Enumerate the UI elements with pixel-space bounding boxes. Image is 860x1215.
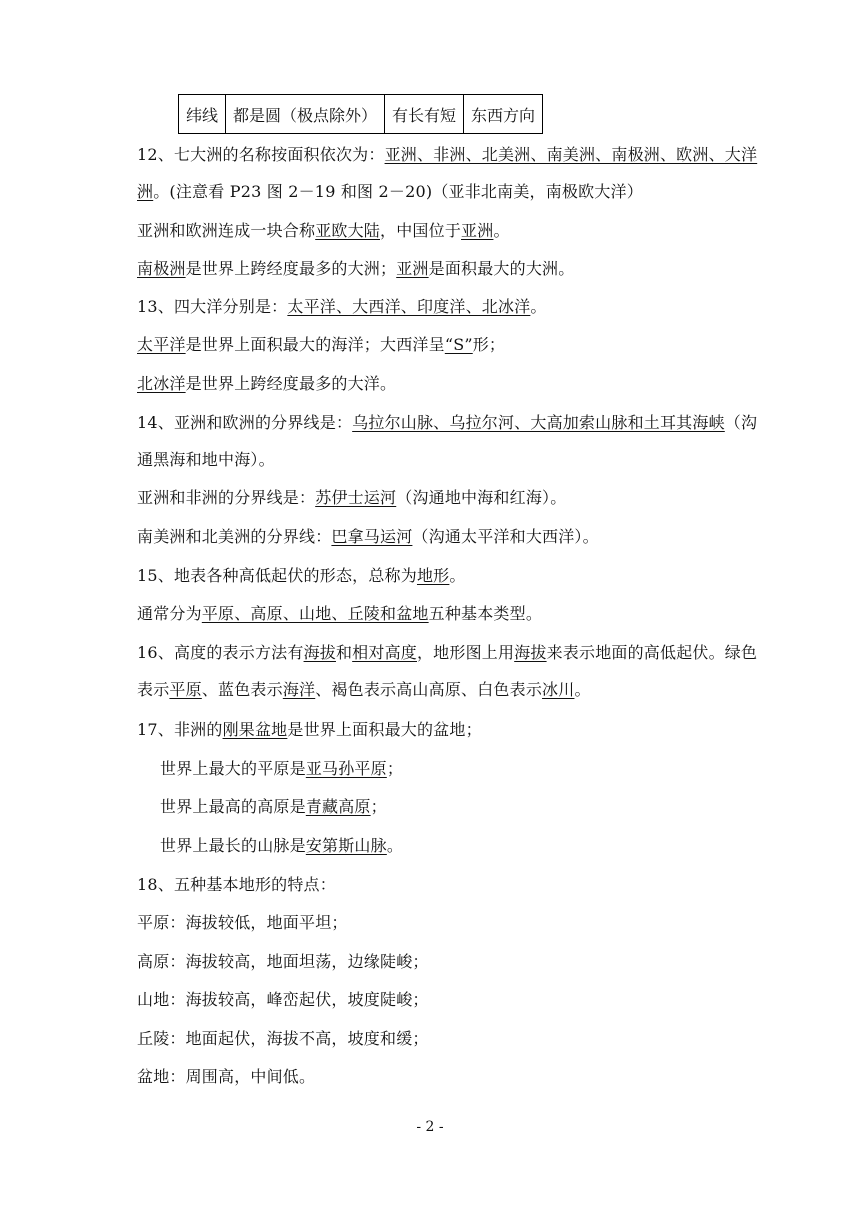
underlined-answer: 亚洲 <box>396 259 429 278</box>
text-line <box>160 836 403 856</box>
text-segment: 亚洲和欧洲连成一块合称 <box>137 221 316 240</box>
text-segment: 。 <box>449 566 466 585</box>
text-segment: 18、五种基本地形的特点： <box>137 875 336 894</box>
text-line <box>137 566 466 586</box>
table-row <box>179 95 543 134</box>
text-segment: 南美洲和北美洲的分界线： <box>137 527 332 546</box>
underlined-answer: 巴拿马运河 <box>331 527 413 546</box>
text-segment: 13、四大洋分别是： <box>137 297 288 316</box>
underlined-answer: 安第斯山脉 <box>305 836 387 855</box>
underlined-answer: 乌拉尔山脉、乌拉尔河、大高加索山脉和土耳其海峡 <box>352 413 725 432</box>
latitude-table <box>178 94 543 134</box>
text-segment: 和 <box>335 643 353 662</box>
text-segment: 。(注意看 P23 图 2－19 和图 2－20)（亚非北南美，南极欧大洋） <box>153 182 643 201</box>
underlined-answer: 平原、高原、山地、丘陵和盆地 <box>201 604 429 623</box>
text-line <box>137 952 429 972</box>
text-line <box>137 1029 429 1049</box>
text-line <box>137 488 566 508</box>
text-line <box>137 450 275 470</box>
text-segment: 。 <box>386 836 404 855</box>
underlined-answer: 海拔 <box>514 643 547 662</box>
text-segment: 平原：海拔较低，地面平坦； <box>137 913 348 932</box>
text-line <box>137 604 542 624</box>
text-segment: 是世界上面积最大的海洋；大西洋呈 <box>185 335 445 354</box>
text-segment: 山地：海拔较高，峰峦起伏，坡度陡峻； <box>137 990 429 1009</box>
text-line <box>160 797 387 817</box>
underlined-answer: “S” <box>444 335 473 354</box>
underlined-answer: 刚果盆地 <box>222 720 288 739</box>
underlined-answer: 洲 <box>137 182 154 201</box>
text-line <box>137 182 643 202</box>
text-segment: ； <box>386 759 404 778</box>
text-segment: 14、亚洲和欧洲的分界线是： <box>137 413 353 432</box>
text-segment: 通常分为 <box>137 604 202 623</box>
underlined-answer: 太平洋、大西洋、印度洋、北冰洋 <box>287 297 531 316</box>
text-line <box>137 875 336 895</box>
text-segment: 是世界上面积最大的盆地； <box>287 720 482 739</box>
text-segment: 丘陵：地面起伏，海拔不高，坡度和缓； <box>137 1029 429 1048</box>
text-line <box>137 374 396 394</box>
text-segment: 15、地表各种高低起伏的形态，总称为 <box>137 566 417 585</box>
underlined-answer: 平原 <box>169 680 202 699</box>
text-segment: 盆地：周围高，中间低。 <box>137 1067 316 1086</box>
text-line <box>137 643 757 663</box>
table-cell: 有长有短 <box>385 95 464 134</box>
text-segment: 16、高度的表示方法有 <box>137 643 304 662</box>
text-segment: ，中国位于 <box>380 221 462 240</box>
text-segment: 表示 <box>137 680 170 699</box>
underlined-answer: 海洋 <box>282 680 316 699</box>
text-segment: 是世界上跨经度最多的大洲； <box>185 259 397 278</box>
text-segment: 12、七大洲的名称按面积依次为： <box>137 145 385 164</box>
text-segment: 。 <box>530 297 547 316</box>
text-segment: 。 <box>493 221 510 240</box>
text-segment: 高原：海拔较高，地面坦荡，边缘陡峻； <box>137 952 429 971</box>
text-segment: （沟通太平洋和大西洋）。 <box>412 527 599 546</box>
text-segment: 、褐色表示高山高原、白色表示 <box>315 680 543 699</box>
text-line <box>137 259 574 279</box>
text-segment: ，地形图上用 <box>416 643 515 662</box>
text-segment: ； <box>370 797 387 816</box>
text-segment: 世界上最高的高原是 <box>160 797 306 816</box>
text-line <box>137 335 505 355</box>
underlined-answer: 青藏高原 <box>305 797 371 816</box>
text-line <box>137 297 547 317</box>
text-line <box>137 720 482 740</box>
text-segment: 17、非洲的 <box>137 720 223 739</box>
underlined-answer: 太平洋 <box>137 335 186 354</box>
text-segment: 世界上最长的山脉是 <box>160 836 306 855</box>
underlined-answer: 南极洲 <box>137 259 186 278</box>
underlined-answer: 亚马孙平原 <box>305 759 387 778</box>
text-segment: 亚洲和非洲的分界线是： <box>137 488 316 507</box>
text-segment: 。 <box>574 680 591 699</box>
text-segment: 世界上最大的平原是 <box>160 759 306 778</box>
text-segment: 形； <box>472 335 506 354</box>
text-segment: （沟 <box>724 413 758 432</box>
text-segment: 五种基本类型。 <box>428 604 543 623</box>
text-segment: 是世界上跨经度最多的大洋。 <box>185 374 397 393</box>
underlined-answer: 北冰洋 <box>137 374 186 393</box>
table-cell: 纬线 <box>179 95 226 134</box>
underlined-answer: 冰川 <box>542 680 575 699</box>
text-line <box>137 990 429 1010</box>
underlined-answer: 亚欧大陆 <box>315 221 381 240</box>
text-line <box>137 221 510 241</box>
table-cell: 都是圆（极点除外） <box>226 95 385 134</box>
text-line <box>160 759 403 779</box>
underlined-answer: 亚洲、非洲、北美洲、南美洲、南极洲、欧洲、大洋 <box>384 145 758 164</box>
text-line <box>137 413 757 433</box>
table-cell: 东西方向 <box>464 95 543 134</box>
text-segment: 、蓝色表示 <box>201 680 283 699</box>
underlined-answer: 相对高度 <box>352 643 417 662</box>
text-segment: 通黑海和地中海）。 <box>137 450 275 469</box>
underlined-answer: 苏伊士运河 <box>315 488 397 507</box>
text-segment: （沟通地中海和红海）。 <box>396 488 567 507</box>
underlined-answer: 地形 <box>416 566 450 585</box>
text-segment: 是面积最大的大洲。 <box>428 259 575 278</box>
text-line <box>137 1067 315 1087</box>
text-line <box>137 527 599 547</box>
text-segment: 来表示地面的高低起伏。绿色 <box>546 643 758 662</box>
underlined-answer: 海拔 <box>303 643 336 662</box>
page-number: - 2 - <box>416 1119 444 1135</box>
underlined-answer: 亚洲 <box>461 221 494 240</box>
text-line <box>137 680 591 700</box>
text-line <box>137 913 348 933</box>
text-line <box>137 145 757 165</box>
